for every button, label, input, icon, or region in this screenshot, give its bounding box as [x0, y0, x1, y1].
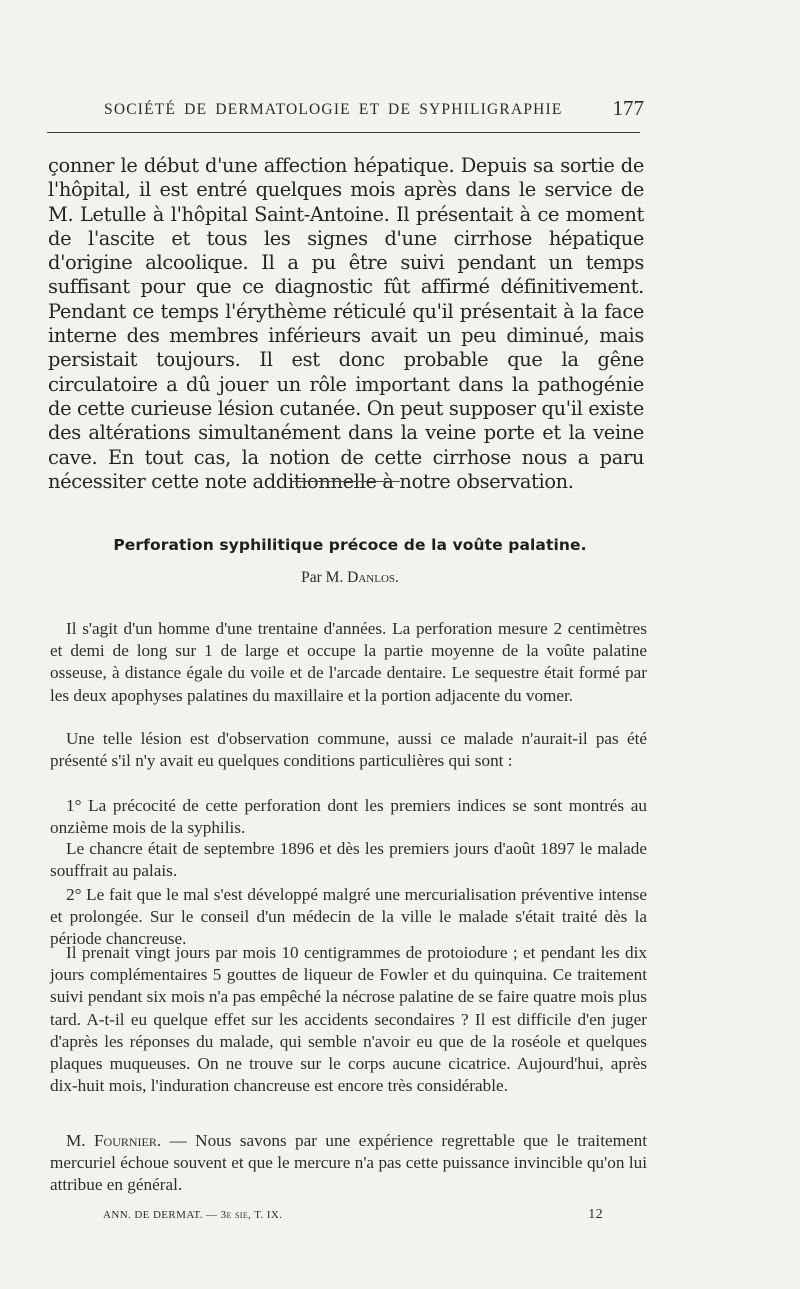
body-paragraph: Il prenait vingt jours par mois 10 centigrammes de protoiodure ; et pendant les dix jours complémentaires 5 gouttes de liqueur de Fowler et du quinquina. Ce traitement suivi pendant six mois n'a pas empêché la nécrose palatine de se faire quatre mois plus tard. A-t-il eu quelque effet sur les accidents secondaires ? Il est difficile d'en juger d'après les réponses du malade, qui semble n'avoir eu que de la roséole et quelques plaques muqueuses. On ne trouve sur le corps aucune cicatrice. Aujourd'hui, après dix-huit mois, l'induration chancreuse est encore très considérable.: [50, 943, 647, 1096]
discussion-speaker: M. Fournier.: [66, 1131, 162, 1150]
running-head: [104, 96, 644, 124]
running-title: SOCIÉTÉ DE DERMATOLOGIE ET DE SYPHILIGRAPHIE: [104, 101, 563, 118]
body-paragraph: Il s'agit d'un homme d'une trentaine d'années. La perforation mesure 2 centimètres et demi de long sur 1 de large et occupe la partie moyenne de la voûte palatine osseuse, à distance égale du voile et de l'arcade dentaire. Le sequestre était formé par les deux apophyses palatines du maxillaire et la portion adjacente du vomer.: [50, 619, 647, 705]
body-paragraph: Une telle lésion est d'observation commune, aussi ce malade n'aurait-il pas été présenté s'il n'y avait eu quelques conditions particulières qui sont :: [50, 729, 647, 771]
section-separator: [290, 481, 400, 482]
footer-journal: ANN. DE DERMAT. — 3e sie, T. IX.: [103, 1209, 283, 1221]
body-paragraph: Le chancre était de septembre 1896 et dès les premiers jours d'août 1897 le malade souffrait au palais.: [50, 839, 647, 881]
body-paragraph: 2° Le fait que le mal s'est développé malgré une mercurialisation préventive intense et prolongée. Sur le conseil d'un médecin de la ville le malade s'était traité dès la période chancreuse.: [50, 885, 647, 949]
page-number: 177: [612, 96, 644, 120]
discussion-paragraph: [50, 1130, 647, 1197]
article-title: Perforation syphilitique précoce de la voûte palatine.: [113, 536, 587, 554]
continuation-paragraph: çonner le début d'une affection hépatique. Depuis sa sortie de l'hôpital, il est entré quelques mois après dans le service de M. Letulle à l'hôpital Saint-Antoine. Il présentait à ce moment de l'ascite et tous les signes d'une cirrhose hépatique d'origine alcoolique. Il a pu être suivi pendant un temps suffisant pour que ce diagnostic fût affirmé définitivement. Pendant ce temps l'érythème réticulé qu'il présentait à la face interne des membres inférieurs avait un peu diminué, mais persistait toujours. Il est donc probable que la gêne circulatoire a dû jouer un rôle important dans la pathogénie de cette curieuse lésion cutanée. On peut supposer qu'il existe des altérations simultanément dans la veine porte et la veine cave. En tout cas, la notion de cette cirrhose nous a paru nécessiter cette note additionnelle à notre observation.: [48, 154, 644, 493]
header-rule: [47, 132, 640, 133]
body-paragraph: 1° La précocité de cette perforation dont les premiers indices se sont montrés au onzième mois de la syphilis.: [50, 796, 647, 838]
signature-mark: 12: [588, 1207, 603, 1222]
byline-prefix: Par M.: [301, 569, 344, 586]
byline-author: Danlos.: [347, 569, 399, 586]
discussion-text: — Nous savons par une expérience regrettable que le traitement mercuriel échoue souvent et que le mercure n'a pas cette puissance invincible qu'on lui attribue en général.: [50, 1131, 647, 1195]
byline: [200, 569, 500, 587]
page-footer: [103, 1208, 603, 1228]
